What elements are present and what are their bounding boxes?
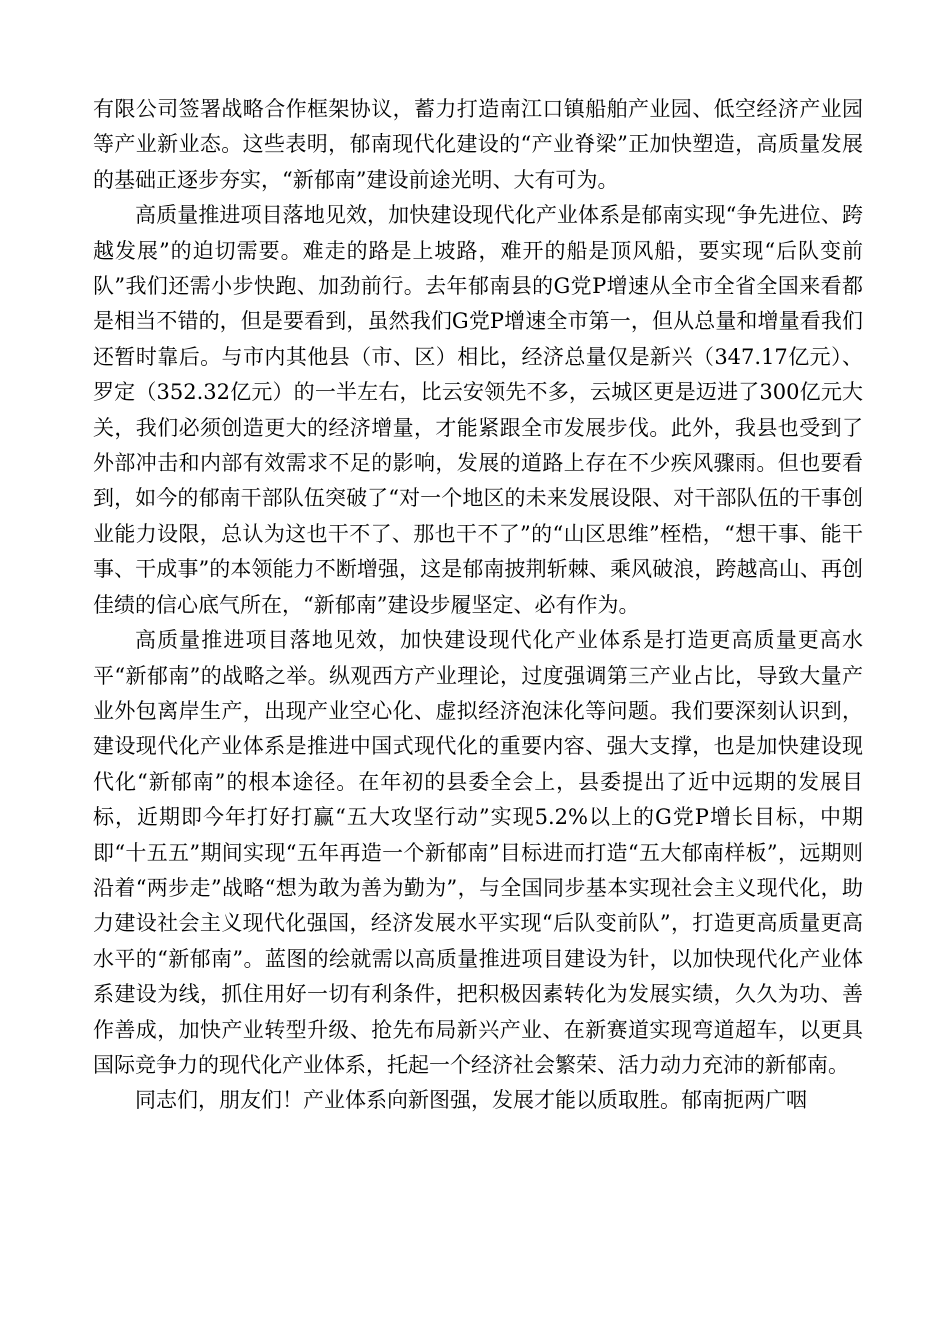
document-page (93, 92, 863, 1119)
paragraph-closing: 同志们，朋友们！产业体系向新图强，发展才能以质取胜。郁南扼两广咽 (135, 1088, 807, 1113)
paragraph-continued: 有限公司签署战略合作框架协议，蓄力打造南江口镇船舶产业园、低空经济产业园等产业新业态。这些表明，郁南现代化建设的“产业脊梁”正加快塑造，高质量发展的基础正逐步夯实，“新郁南”建设前途光明、大有可为。 (93, 97, 863, 192)
paragraph-urgent-need: 高质量推进项目落地见效，加快建设现代化产业体系是郁南实现“争先进位、跨越发展”的迫切需要。难走的路是上坡路，难开的船是顶风船，要实现“后队变前队”我们还需小步快跑、加劲前行。去年郁南县的G党P增速从全市全省全国来看都是相当不错的，但是要看到，虽然我们G党P增速全市第一，但从总量和增量看我们还暂时靠后。与市内其他县（市、区）相比，经济总量仅是新兴（347.17亿元）、罗定（352.32亿元）的一半左右，比云安领先不多，云城区更是迈进了300亿元大关，我们必须创造更大的经济增量，才能紧跟全市发展步伐。此外，我县也受到了外部冲击和内部有效需求不足的影响，发展的道路上存在不少疾风骤雨。但也要看到，如今的郁南干部队伍突破了“对一个地区的未来发展设限、对干部队伍的干事创业能力设限，总认为这也干不了、那也干不了”的“山区思维”桎梏，“想干事、能干事、干成事”的本领能力不断增强，这是郁南披荆斩棘、乘风破浪，跨越高山、再创佳绩的信心底气所在，“新郁南”建设步履坚定、必有作为。 (93, 203, 863, 617)
paragraph-strategic-move: 高质量推进项目落地见效，加快建设现代化产业体系是打造更高质量更高水平“新郁南”的战略之举。纵观西方产业理论，过度强调第三产业占比，导致大量产业外包离岸生产，出现产业空心化、虚拟经济泡沫化等问题。我们要深刻认识到，建设现代化产业体系是推进中国式现代化的重要内容、强大支撑，也是加快建设现代化“新郁南”的根本途径。在年初的县委全会上，县委提出了近中远期的发展目标，近期即今年打好打赢“五大攻坚行动”实现5.2%以上的G党P增长目标，中期即“十五五”期间实现“五年再造一个新郁南”目标进而打造“五大郁南样板”，远期则沿着“两步走”战略“想为敢为善为勤为”，与全国同步基本实现社会主义现代化，助力建设社会主义现代化强国，经济发展水平实现“后队变前队”，打造更高质量更高水平的“新郁南”。蓝图的绘就需以高质量推进项目建设为针，以加快现代化产业体系建设为线，抓住用好一切有利条件，把积极因素转化为发展实绩，久久为功、善作善成，加快产业转型升级、抢先布局新兴产业、在新赛道实现弯道超车，以更具国际竞争力的现代化产业体系，托起一个经济社会繁荣、活力动力充沛的新郁南。 (93, 628, 863, 1077)
